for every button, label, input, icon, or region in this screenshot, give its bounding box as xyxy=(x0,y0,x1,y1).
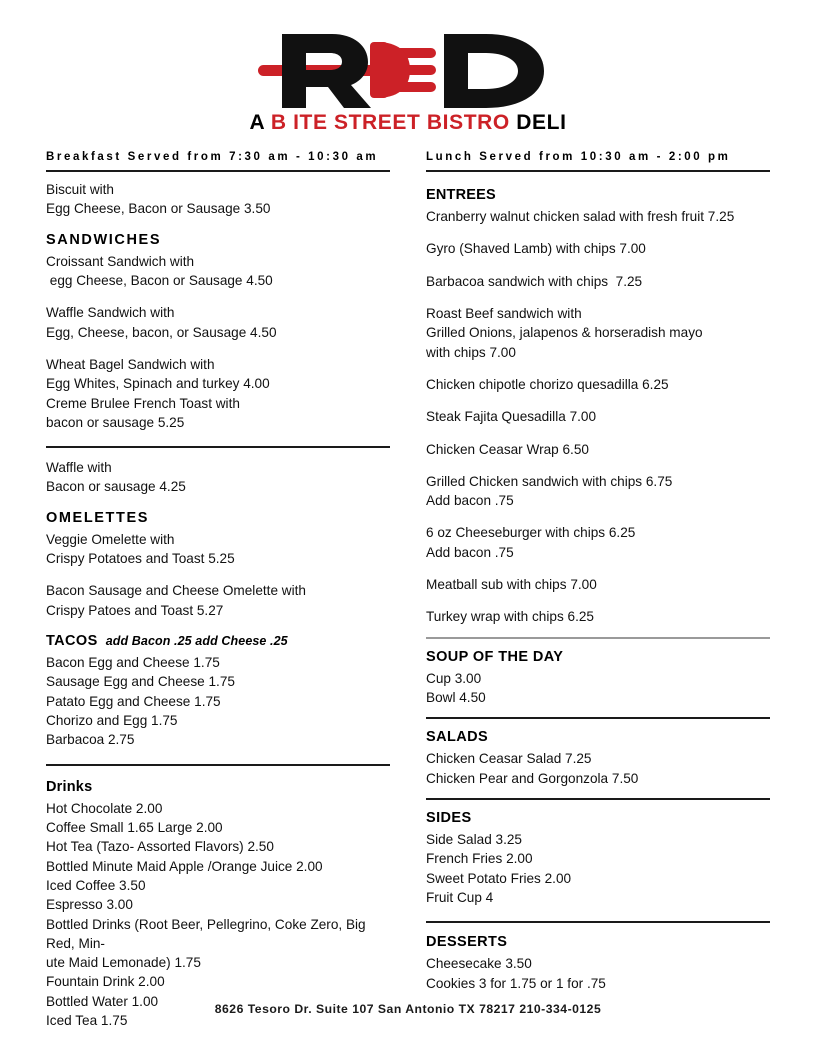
menu-item xyxy=(46,876,390,895)
breakfast-column xyxy=(46,151,414,1030)
breakfast-hours-header: Breakfast Served from 7:30 am - 10:30 am xyxy=(46,151,379,163)
menu-item xyxy=(426,407,770,426)
item-line: Creme Brulee French Toast with xyxy=(46,395,240,411)
item-line: Cup 3.00 xyxy=(426,670,482,686)
item-line: Crispy Patoes and Toast 5.27 xyxy=(46,602,224,618)
item-line: Chorizo and Egg 1.75 xyxy=(46,713,178,729)
lunch-soup-section xyxy=(426,648,770,708)
menu-item xyxy=(46,915,390,973)
item-line: ute Maid Lemonade) 1.75 xyxy=(46,955,201,971)
tagline-red: B ITE STREET BISTRO xyxy=(270,111,510,134)
menu-item xyxy=(46,857,390,876)
menu-item xyxy=(426,849,770,868)
lunch-column xyxy=(414,151,770,1030)
item-line: Add bacon .75 xyxy=(426,544,514,560)
menu-item xyxy=(46,711,390,730)
item-line: Side Salad 3.25 xyxy=(426,832,522,848)
lunch-divider-3 xyxy=(426,798,770,800)
breakfast-waffle-section xyxy=(46,458,390,497)
item-line: Crispy Potatoes and Toast 5.25 xyxy=(46,551,235,567)
item-line: Bottled Drinks (Root Beer, Pellegrino, Coke Zero, Big Red, Min- xyxy=(46,916,370,951)
item-line: Chicken Pear and Gorgonzola 7.50 xyxy=(426,770,639,786)
item-line: Egg Cheese, Bacon or Sausage 3.50 xyxy=(46,201,271,217)
item-line: Bacon or sausage 4.25 xyxy=(46,479,186,495)
section-title-drinks: Drinks xyxy=(46,778,93,795)
section-title-soup: SOUP OF THE DAY xyxy=(426,648,564,665)
item-line: Veggie Omelette with xyxy=(46,531,175,547)
menu-item xyxy=(426,440,770,459)
menu-item xyxy=(426,749,770,768)
item-line: Bottled Minute Maid Apple /Orange Juice 2.00 xyxy=(46,858,323,874)
lunch-header-divider xyxy=(426,170,770,172)
breakfast-drinks-section xyxy=(46,778,390,1031)
menu-item xyxy=(426,375,770,394)
menu-item xyxy=(46,672,390,691)
tagline-prefix: A xyxy=(249,111,271,134)
menu-item xyxy=(426,888,770,907)
menu-item xyxy=(426,974,770,993)
item-line: Bacon Sausage and Cheese Omelette with xyxy=(46,583,306,599)
section-title-salads: SALADS xyxy=(426,729,489,746)
item-line: Iced Coffee 3.50 xyxy=(46,877,146,893)
menu-item xyxy=(426,769,770,788)
item-line: Waffle with xyxy=(46,460,112,476)
lunch-divider-1 xyxy=(426,637,770,639)
breakfast-biscuit-section xyxy=(46,180,390,219)
menu-item xyxy=(46,180,390,219)
menu-item xyxy=(46,458,390,497)
footer-address: 8626 Tesoro Dr. Suite 107 San Antonio TX 78217 210-334-0125 xyxy=(214,1002,602,1016)
item-line: Barbacoa sandwich with chips 7.25 xyxy=(426,273,643,289)
item-line: Egg, Cheese, bacon, or Sausage 4.50 xyxy=(46,324,277,340)
lunch-hours-header: Lunch Served from 10:30 am - 2:00 pm xyxy=(426,151,731,163)
item-line: with chips 7.00 xyxy=(426,344,516,360)
menu-item xyxy=(46,355,390,432)
menu-item xyxy=(46,581,390,620)
item-line: Fruit Cup 4 xyxy=(426,890,494,906)
menu-item xyxy=(426,272,770,291)
menu-item xyxy=(426,304,770,362)
breakfast-tacos-section xyxy=(46,632,390,750)
menu-item xyxy=(46,653,390,672)
item-line: Patato Egg and Cheese 1.75 xyxy=(46,693,221,709)
breakfast-divider-1 xyxy=(46,446,390,448)
menu-columns xyxy=(0,151,816,1030)
item-line: Sausage Egg and Cheese 1.75 xyxy=(46,674,235,690)
menu-item xyxy=(426,869,770,888)
menu-item xyxy=(426,523,770,562)
section-title-tacos-label: TACOS xyxy=(46,633,98,649)
section-title-desserts: DESSERTS xyxy=(426,934,508,951)
red-wordmark-svg xyxy=(258,30,558,110)
breakfast-sandwiches-section xyxy=(46,231,390,433)
item-line: Bottled Water 1.00 xyxy=(46,993,159,1009)
menu-item xyxy=(46,692,390,711)
breakfast-header-divider xyxy=(46,170,390,172)
item-line: Fountain Drink 2.00 xyxy=(46,974,165,990)
item-line: Coffee Small 1.65 Large 2.00 xyxy=(46,820,223,836)
lunch-divider-2 xyxy=(426,717,770,719)
item-line: Chicken Ceasar Wrap 6.50 xyxy=(426,441,589,457)
lunch-salads-section xyxy=(426,728,770,788)
section-title-sandwiches: SANDWICHES xyxy=(46,231,162,248)
item-line: Chicken Ceasar Salad 7.25 xyxy=(426,751,592,767)
menu-item xyxy=(46,530,390,569)
menu-item xyxy=(46,837,390,856)
menu-item xyxy=(426,207,770,226)
item-line: Add bacon .75 xyxy=(426,493,514,509)
item-line: Barbacoa 2.75 xyxy=(46,732,135,748)
red-logo-mark xyxy=(258,30,558,110)
item-line: egg Cheese, Bacon or Sausage 4.50 xyxy=(46,273,273,289)
item-line: Waffle Sandwich with xyxy=(46,305,175,321)
item-line: French Fries 2.00 xyxy=(426,851,533,867)
tacos-addons-note: add Bacon .25 add Cheese .25 xyxy=(105,634,288,648)
item-line: Wheat Bagel Sandwich with xyxy=(46,356,215,372)
breakfast-divider-2 xyxy=(46,764,390,766)
item-line: Roast Beef sandwich with xyxy=(426,306,582,322)
menu-item xyxy=(426,669,770,688)
menu-item xyxy=(46,972,390,991)
menu-item xyxy=(426,607,770,626)
lunch-entrees-section xyxy=(426,186,770,627)
item-line: Egg Whites, Spinach and turkey 4.00 xyxy=(46,376,270,392)
item-line: Hot Tea (Tazo- Assorted Flavors) 2.50 xyxy=(46,839,274,855)
item-line: Turkey wrap with chips 6.25 xyxy=(426,609,594,625)
item-line: Meatball sub with chips 7.00 xyxy=(426,576,597,592)
item-line: Cookies 3 for 1.75 or 1 for .75 xyxy=(426,975,606,991)
section-title-omelettes: OMELETTES xyxy=(46,509,150,526)
item-line: Bowl 4.50 xyxy=(426,690,486,705)
menu-item xyxy=(46,799,390,818)
lunch-desserts-section xyxy=(426,933,770,993)
item-line: Chicken chipotle chorizo quesadilla 6.25 xyxy=(426,376,669,392)
menu-item xyxy=(46,895,390,914)
item-line: Espresso 3.00 xyxy=(46,897,133,913)
item-line: Croissant Sandwich with xyxy=(46,253,195,269)
lunch-sides-section xyxy=(426,809,770,907)
item-line: 6 oz Cheeseburger with chips 6.25 xyxy=(426,525,636,541)
item-line: Sweet Potato Fries 2.00 xyxy=(426,870,572,886)
brand-tagline xyxy=(249,111,566,135)
item-line: Grilled Onions, jalapenos & horseradish mayo xyxy=(426,325,703,341)
menu-item xyxy=(426,688,770,707)
item-line: Hot Chocolate 2.00 xyxy=(46,800,163,816)
section-title-tacos xyxy=(46,632,390,650)
breakfast-omelettes-section xyxy=(46,509,390,620)
tagline-suffix: DELI xyxy=(509,111,567,134)
item-line: Bacon Egg and Cheese 1.75 xyxy=(46,655,220,671)
item-line: Iced Tea 1.75 xyxy=(46,1013,128,1028)
menu-item xyxy=(426,830,770,849)
menu-item xyxy=(46,252,390,291)
menu-item xyxy=(426,472,770,511)
menu-item xyxy=(46,303,390,342)
item-line: bacon or sausage 5.25 xyxy=(46,414,185,430)
item-line: Cheesecake 3.50 xyxy=(426,956,532,972)
section-title-entrees: ENTREES xyxy=(426,187,496,203)
menu-item xyxy=(46,818,390,837)
item-line: Biscuit with xyxy=(46,182,114,197)
menu-item xyxy=(46,730,390,749)
section-title-sides: SIDES xyxy=(426,810,472,827)
item-line: Gyro (Shaved Lamb) with chips 7.00 xyxy=(426,241,646,257)
menu-item xyxy=(426,954,770,973)
menu-item xyxy=(426,575,770,594)
brand-logo xyxy=(0,0,816,135)
item-line: Grilled Chicken sandwich with chips 6.75 xyxy=(426,473,673,489)
menu-item xyxy=(426,239,770,258)
item-line: Steak Fajita Quesadilla 7.00 xyxy=(426,409,597,425)
item-line: Cranberry walnut chicken salad with fresh fruit 7.25 xyxy=(426,209,735,225)
lunch-divider-4 xyxy=(426,921,770,923)
